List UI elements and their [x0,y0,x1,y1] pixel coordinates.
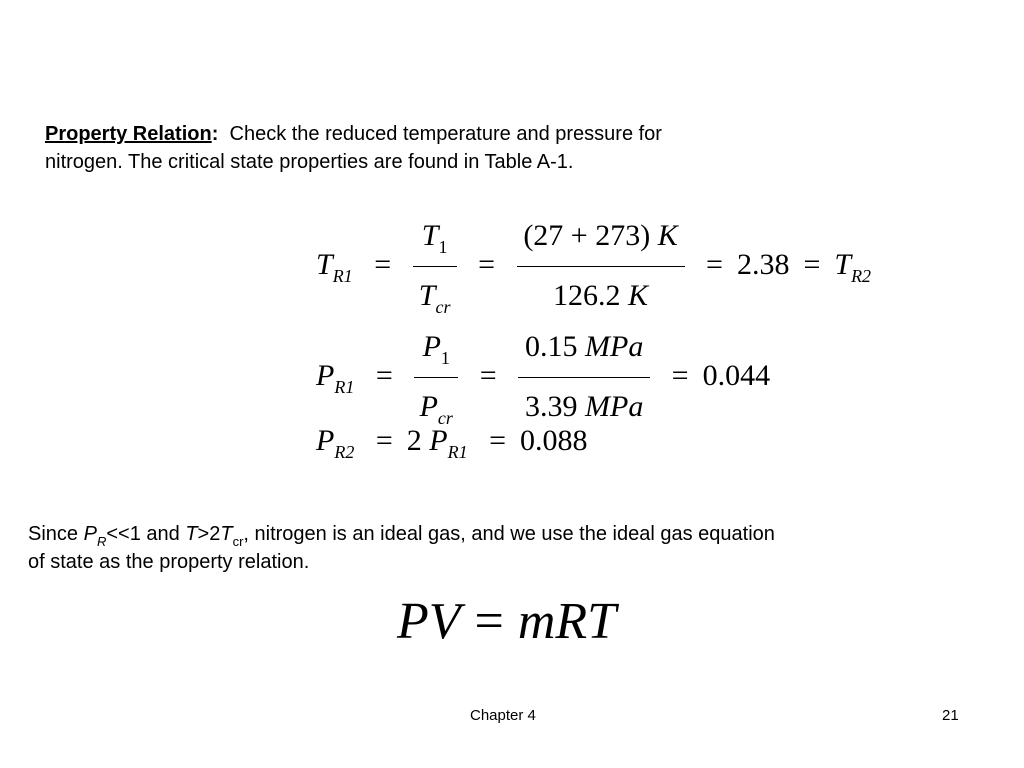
condition-one: <<1 and [106,523,180,545]
pr2-coefficient: 2 [406,424,422,457]
equals-sign: = [479,358,497,392]
conclusion-text-line2: of state as the property relation. [28,551,310,573]
tcr-subscript: cr [232,534,244,549]
fraction-bar [413,266,457,267]
t-ratio-numerator: $T_1$ [421,219,448,257]
equals-sign: = [489,424,506,457]
pr2-equation [316,424,588,462]
heading-colon: : [211,123,219,145]
pr-symbol: P [83,523,97,545]
pr2-symbol: P [316,424,335,457]
conclusion-paragraph [28,520,775,576]
equals-sign: = [374,247,392,281]
t-ratio-denominator: $T_{cr}$ [418,279,451,317]
reduced-pressure-equation [316,330,770,426]
tr2-symbol: T [834,247,852,281]
property-relation-heading: Property Relation [45,123,212,145]
conclusion-text-rest: , nitrogen is an ideal gas, and we use the ideal gas equation [243,523,775,545]
pr1-result: 0.044 [702,358,771,392]
tcr-symbol: T [220,523,233,545]
ideal-gas-lhs: PV [397,593,461,650]
since-word: Since [28,523,79,545]
tr-result: 2.38 [736,247,790,281]
ideal-gas-rhs: mRT [517,593,617,650]
t-ratio-fraction [413,219,457,315]
t-value-fraction [517,219,685,315]
p-ratio-fraction [414,330,458,426]
tr1-subscript: R1 [332,265,353,286]
p-value-denominator: 3.39 MPa [525,390,644,423]
t-value-numerator: (27 + 273) K [523,219,678,252]
tr1-symbol: T [316,247,333,281]
t-value-denominator: 126.2 K [553,279,649,312]
pr2-rhs-symbol: P [429,424,448,457]
t-symbol: T [185,523,198,545]
equals-sign: = [478,247,496,281]
p-ratio-numerator: $P_1$ [422,330,450,368]
equals-sign: = [375,358,393,392]
pr1-symbol: P [316,358,335,392]
pr2-result: 0.088 [520,424,588,457]
equals-sign: = [474,593,504,650]
equals-sign: = [375,424,393,457]
pr2-rhs-subscript: R1 [447,442,468,462]
intro-text-line2: nitrogen. The critical state properties are found in Table A-1. [45,151,574,173]
tr2-subscript: R2 [851,265,872,286]
intro-text-line1: Check the reduced temperature and pressure for [229,123,662,145]
pr1-subscript: R1 [334,376,355,397]
p-ratio-denominator: $P_{cr}$ [419,390,453,428]
equals-sign: = [706,247,723,281]
p-value-numerator: 0.15 MPa [525,330,644,363]
p-value-fraction [518,330,650,426]
pr-subscript: R [96,534,107,549]
equals-sign: = [671,358,689,392]
reduced-temperature-equation [316,219,871,315]
pr2-subscript: R2 [334,442,355,462]
fraction-bar [517,266,685,267]
ideal-gas-equation [397,592,616,651]
fraction-bar [518,377,650,378]
condition-two: >2 [197,523,221,545]
intro-paragraph [45,120,662,176]
footer-page-number: 21 [942,707,959,724]
footer-chapter: Chapter 4 [470,707,536,724]
fraction-bar [414,377,458,378]
equals-sign: = [803,247,821,281]
